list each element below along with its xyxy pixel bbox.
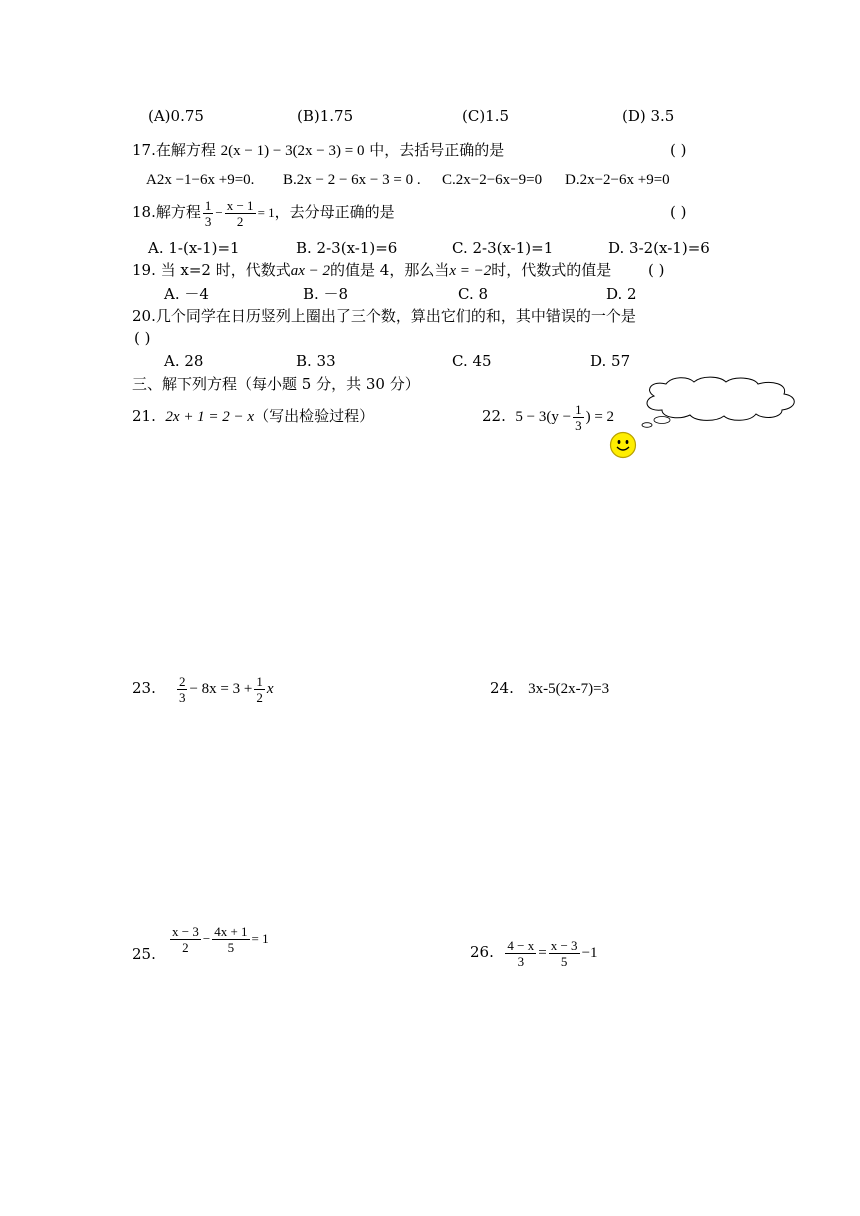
q17-equation: 2(x − 1) − 3(2x − 3) = 0	[220, 143, 365, 159]
q26-f1-numerator: 4 − x	[507, 937, 535, 953]
q25-f1-denominator: 2	[182, 939, 189, 955]
q22-denominator: 3	[575, 417, 582, 433]
q18-fraction-2	[225, 198, 256, 229]
q26-tail: −1	[581, 945, 598, 961]
thought-cloud-icon	[632, 374, 804, 430]
smiley-face-icon	[609, 431, 637, 459]
q17-suffix: 中，去括号正确的是	[369, 141, 505, 159]
q17-number: 17.	[132, 141, 156, 159]
q24-number: 24.	[490, 679, 514, 697]
section-3-heading: 三、解下列方程（每小题 5 分，共 30 分）	[132, 375, 420, 393]
q20-option-a: A. 28	[164, 352, 204, 370]
q17-stem	[132, 140, 504, 161]
q18-f1-numerator: 1	[204, 197, 212, 213]
q20-stem: 20.几个同学在日历竖列上圈出了三个数，算出它们的和，其中错误的一个是	[132, 307, 636, 325]
q26-f1-denominator: 3	[517, 953, 525, 969]
q18-eq-tail: = 1	[257, 205, 275, 220]
q26	[470, 934, 598, 971]
q24	[490, 678, 609, 699]
q17-answer-bracket: ( )	[670, 141, 687, 159]
q23-f1-denominator: 3	[178, 689, 186, 705]
q22-number: 22.	[482, 407, 506, 425]
q26-f2-numerator: x − 3	[550, 937, 578, 953]
q19-answer-bracket: ( )	[648, 261, 665, 279]
q23-number: 23.	[132, 679, 156, 697]
q25-number: 25.	[132, 945, 156, 963]
q23-fraction-1	[177, 674, 188, 705]
q19-text-a: 19. 当 x=2 时，代数式	[132, 261, 291, 279]
q20-option-c: C. 45	[452, 352, 492, 370]
q23-tail: x	[266, 681, 274, 697]
q18-number: 18.	[132, 203, 156, 221]
q23-f2-denominator: 2	[256, 689, 263, 705]
q16-option-d: (D) 3.5	[622, 107, 675, 125]
q17-option-a: A2x −1−6x +9=0.	[146, 172, 255, 188]
q18-option-a: A. 1-(x-1)=1	[148, 239, 240, 257]
q18-option-c: C. 2-3(x-1)=1	[452, 239, 554, 257]
q23-f1-numerator: 2	[178, 673, 186, 689]
q24-equation: 3x-5(2x-7)=3	[528, 681, 610, 697]
q20-option-d: D. 57	[590, 352, 631, 370]
q19-expression: ax − 2	[290, 263, 331, 279]
q20-option-b: B. 33	[296, 352, 336, 370]
q22-rhs: ) = 2	[585, 409, 615, 425]
q18-option-d: D. 3-2(x-1)=6	[608, 239, 710, 257]
q23-middle: − 8x = 3 +	[189, 681, 253, 697]
q21-equation: 2x + 1 = 2 − x	[165, 409, 255, 425]
q26-f2-denominator: 5	[560, 953, 568, 969]
q23-fraction-2	[254, 674, 265, 705]
q22-lhs: 5 − 3(y −	[515, 409, 572, 425]
q16-option-a: (A)0.75	[148, 107, 204, 125]
q18-f1-denominator: 3	[204, 213, 212, 229]
q19-option-a: A. －4	[164, 285, 209, 303]
q23	[132, 670, 274, 707]
q16-option-c: (C)1.5	[462, 107, 510, 125]
q18-prefix: 解方程	[155, 203, 201, 221]
q26-number: 26.	[470, 943, 494, 961]
q22	[482, 398, 614, 435]
q16-option-b: (B)1.75	[297, 107, 354, 125]
q25-minus: −	[202, 931, 211, 946]
q22-numerator: 1	[575, 401, 582, 417]
q19-stem	[132, 260, 611, 281]
q19-text-c: 时，代数式的值是	[491, 261, 612, 279]
q21-note: （写出检验过程）	[254, 407, 375, 425]
q18-minus: −	[215, 205, 223, 220]
q18-suffix: ，去分母正确的是	[274, 203, 395, 221]
q19-option-c: C. 8	[458, 285, 489, 303]
q17-prefix: 在解方程	[155, 141, 216, 159]
q19-text-b: 的值是 4，那么当	[330, 261, 450, 279]
q20-answer-bracket: ( )	[134, 329, 151, 347]
q26-fraction-1	[505, 938, 536, 969]
q25-f2-numerator: 4x + 1	[214, 923, 248, 939]
q25-tail: = 1	[251, 931, 269, 946]
q25-equation	[168, 920, 269, 957]
q21	[132, 406, 374, 427]
q17-option-d: D.2x−2−6x +9=0	[565, 172, 670, 188]
q23-f2-numerator: 1	[256, 673, 263, 689]
q18-fraction-1	[203, 198, 214, 229]
q19-condition: x = −2	[449, 263, 492, 279]
q18-f2-numerator: x − 1	[226, 197, 254, 213]
q26-fraction-2	[549, 938, 580, 969]
q19-option-b: B. －8	[303, 285, 349, 303]
q17-option-c: C.2x−2−6x−9=0	[442, 172, 543, 188]
q22-fraction	[573, 402, 584, 433]
q18-answer-bracket: ( )	[670, 203, 687, 221]
q26-equals: =	[538, 945, 547, 961]
q25-fraction-1	[170, 924, 201, 955]
q19-option-d: D. 2	[606, 285, 637, 303]
q18-f2-denominator: 2	[236, 213, 244, 229]
q17-option-b: B.2x − 2 − 6x − 3 = 0 .	[283, 172, 421, 188]
q25-fraction-2	[212, 924, 249, 955]
q21-number: 21.	[132, 407, 156, 425]
q18-option-b: B. 2-3(x-1)=6	[296, 239, 398, 257]
q18-stem	[132, 196, 395, 229]
q25-f1-numerator: x − 3	[172, 923, 199, 939]
q25-f2-denominator: 5	[227, 939, 235, 955]
